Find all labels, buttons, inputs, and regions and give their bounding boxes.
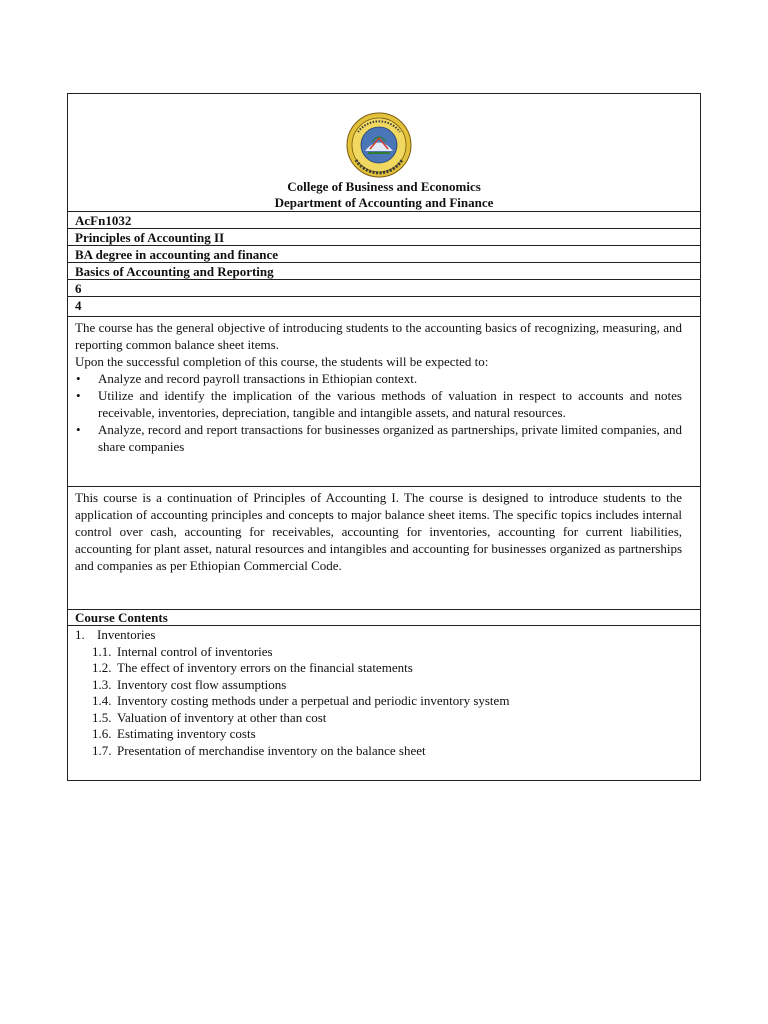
header-row: [68, 94, 700, 212]
item-number: 1.1.: [92, 643, 112, 659]
course-code: AcFn1032: [68, 212, 700, 229]
item-number: 1.3.: [92, 676, 112, 692]
item-number: 1.4.: [92, 693, 112, 708]
ects-value: 6: [68, 280, 700, 297]
item-label: Inventory costing methods under a perpetual and periodic inventory system: [117, 693, 510, 708]
list-item: [75, 743, 693, 760]
item-number: 1.5.: [92, 709, 112, 725]
item-label: Estimating inventory costs: [117, 726, 256, 741]
item-label: Valuation of inventory at other than cost: [117, 709, 327, 725]
department-name: Department of Accounting and Finance: [274, 195, 494, 210]
chapter-label: Inventories: [97, 627, 156, 642]
university-logo: [346, 112, 412, 178]
list-item: [75, 677, 693, 694]
chapter-item: [75, 627, 693, 644]
course-title: Principles of Accounting II: [68, 229, 700, 246]
credit-hours-value: 4: [68, 297, 700, 317]
objective-item: • Analyze, record and report transactions for businesses organized as partnerships, private limited companies, and share companies: [75, 421, 682, 455]
course-outline-table: [67, 93, 701, 781]
item-number: 1.6.: [92, 726, 112, 741]
list-item: [75, 693, 693, 710]
item-label: Presentation of merchandise inventory on the balance sheet: [117, 742, 426, 758]
objectives-intro: The course has the general objective of introducing students to the accounting basics of recognizing, measuring, and reporting common balance sheet items.: [75, 320, 682, 352]
item-number: 1.2.: [92, 660, 112, 675]
list-item: [75, 644, 693, 661]
list-item: [75, 660, 693, 677]
item-label: The effect of inventory errors on the financial statements: [117, 660, 413, 675]
objectives-list: [75, 370, 682, 455]
course-contents-list: [68, 626, 700, 780]
course-objectives: [68, 317, 700, 487]
objective-item: • Utilize and identify the implication of the various methods of valuation in respect to accounts and notes receivable, inventories, depreciation, tangible and intangible assets, and natural resources.: [75, 387, 682, 421]
item-number: 1.7.: [92, 742, 112, 758]
objectives-lead: Upon the successful completion of this course, the students will be expected to:: [75, 354, 489, 369]
item-label: Inventory cost flow assumptions: [117, 676, 287, 692]
module-name: Basics of Accounting and Reporting: [68, 263, 700, 280]
header-title-block: [68, 179, 700, 211]
list-item: [75, 710, 693, 727]
college-name: College of Business and Economics: [287, 179, 481, 194]
item-label: Internal control of inventories: [117, 643, 273, 659]
list-item: [75, 726, 693, 743]
course-contents-heading: Course Contents: [68, 610, 700, 626]
course-description: This course is a continuation of Principles of Accounting I. The course is designed to introduce students to the application of accounting principles and concepts to major balance sheet items. The specific topics includes internal control over cash, accounting for receivables, accounting for inventories, accounting for current liabilities, accounting for plant asset, natural resources and intangibles and accounting for businesses organized as partnerships and companies as per Ethiopian Commercial Code.: [68, 487, 700, 610]
chapter-number: 1.: [75, 627, 85, 642]
objective-item: • Analyze and record payroll transactions in Ethiopian context.: [75, 370, 682, 387]
program-name: BA degree in accounting and finance: [68, 246, 700, 263]
